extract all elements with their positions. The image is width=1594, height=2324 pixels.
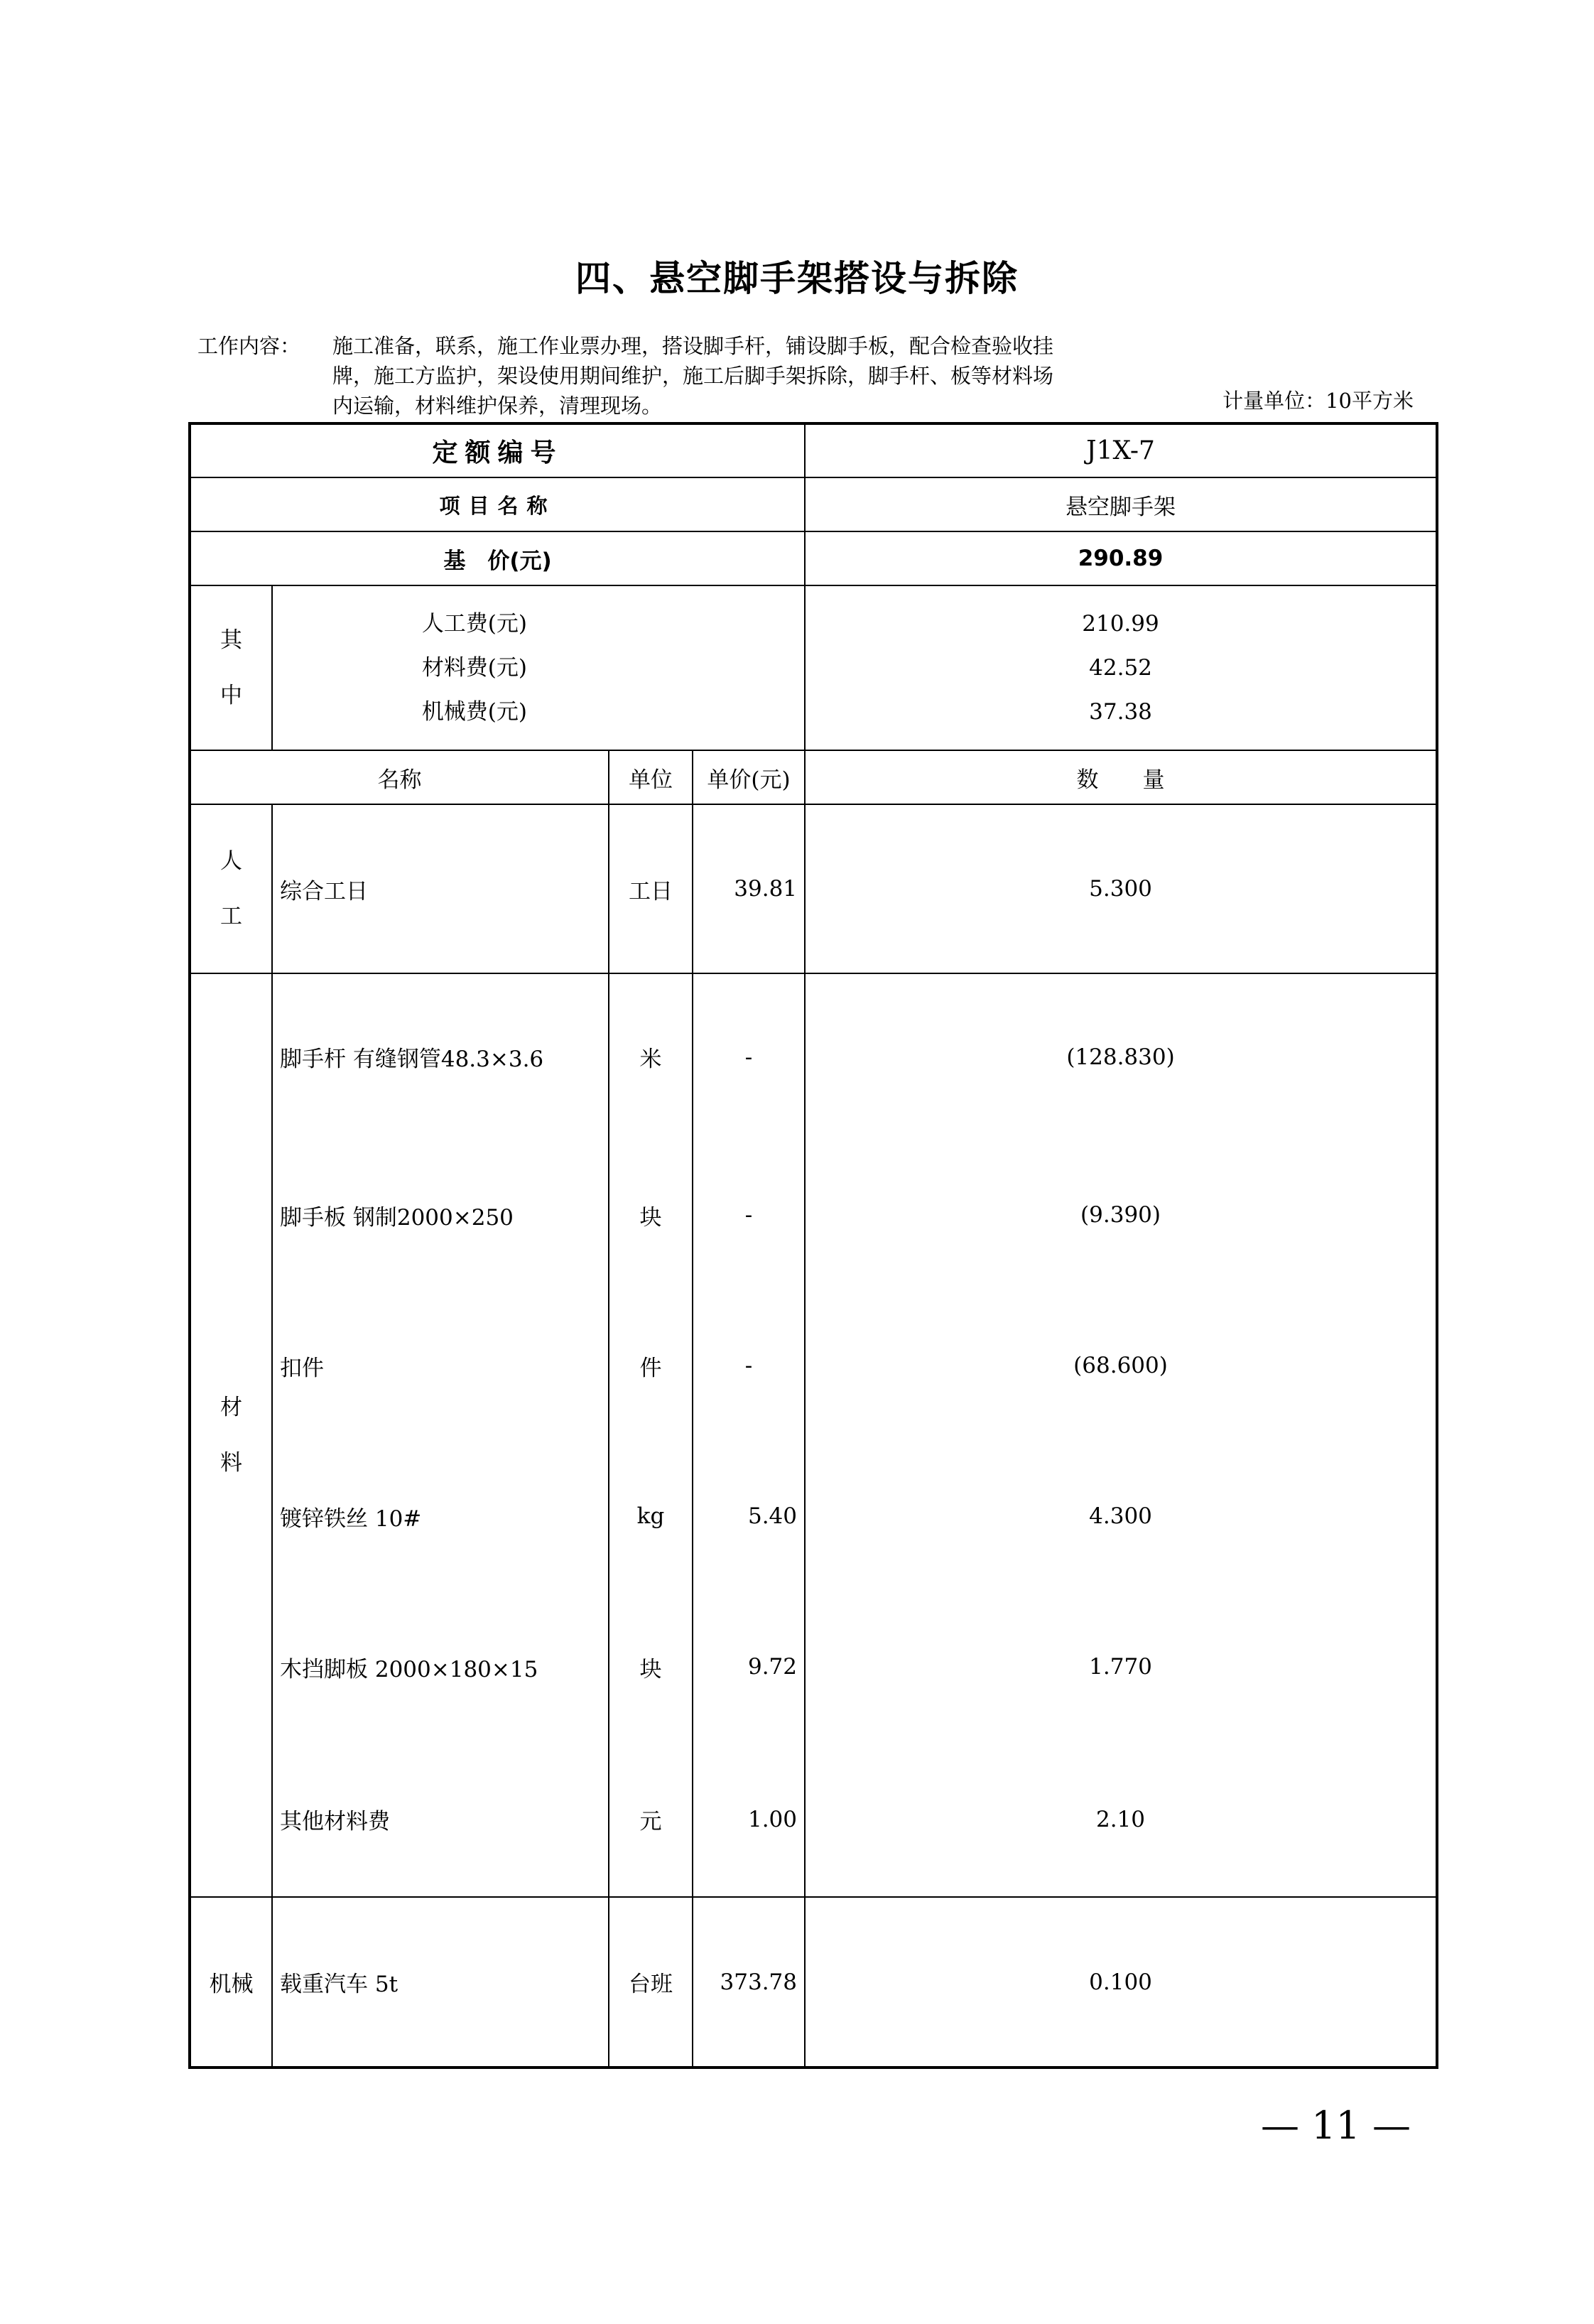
row-unit-price: 1.00	[693, 1742, 805, 1897]
labor-group	[190, 804, 272, 973]
row-unit: 块	[609, 1140, 693, 1290]
row-quantity: (9.390)	[805, 1140, 1437, 1290]
row-unit-price: -	[693, 1290, 805, 1441]
of-which-char: 中	[220, 683, 242, 708]
labor-cost-label: 人工费(元)	[421, 611, 528, 637]
row-name: 载重汽车 5t	[272, 1897, 609, 2068]
row-unit-price: 9.72	[693, 1591, 805, 1742]
item-name-label: 项目名称	[190, 477, 805, 531]
labor-cost-value: 210.99	[1082, 611, 1159, 637]
machinery-group: 机械	[190, 1897, 272, 2068]
row-name: 综合工日	[272, 804, 609, 973]
material-cost-value: 42.52	[1089, 655, 1152, 681]
measurement-unit: 计量单位：10平方米	[1222, 389, 1414, 413]
row-quantity: 1.770	[805, 1591, 1437, 1742]
row-quantity: 4.300	[805, 1441, 1437, 1591]
materials-group-char: 材	[220, 1395, 242, 1420]
cost-breakdown-values	[805, 585, 1437, 750]
row-unit-price: 39.81	[693, 804, 805, 973]
work-content-line: 内运输，材料维护保养，清理现场。	[332, 394, 663, 418]
row-unit: 米	[609, 973, 693, 1140]
work-content-line: 施工准备，联系，施工作业票办理，搭设脚手杆，铺设脚手板，配合检查验收挂	[332, 334, 1054, 358]
machinery-cost-label: 机械费(元)	[421, 699, 528, 725]
quota-table	[188, 422, 1438, 2069]
material-cost-label: 材料费(元)	[421, 655, 528, 681]
row-name: 扣件	[272, 1290, 609, 1441]
of-which-group	[190, 585, 272, 750]
header-name: 名称	[190, 750, 609, 804]
row-unit: 工日	[609, 804, 693, 973]
row-unit: 元	[609, 1742, 693, 1897]
row-name: 木挡脚板 2000×180×15	[272, 1591, 609, 1742]
row-quantity: 5.300	[805, 804, 1437, 973]
row-unit: 台班	[609, 1897, 693, 2068]
header-quantity: 数 量	[805, 750, 1437, 804]
labor-group-char: 工	[220, 904, 242, 929]
header-unit: 单位	[609, 750, 693, 804]
item-name-value: 悬空脚手架	[805, 477, 1437, 531]
materials-group-char: 料	[220, 1450, 242, 1476]
quota-number-value: J1X-7	[805, 423, 1437, 477]
row-quantity: (68.600)	[805, 1290, 1437, 1441]
page-title: 四、悬空脚手架搭设与拆除	[575, 258, 1019, 299]
row-unit: 块	[609, 1591, 693, 1742]
row-unit: kg	[609, 1441, 693, 1591]
labor-group-char: 人	[220, 848, 242, 874]
cost-breakdown-labels	[272, 585, 805, 750]
page-number: — 11 —	[1260, 2103, 1411, 2148]
row-unit-price: -	[693, 1140, 805, 1290]
work-content-label: 工作内容：	[197, 334, 301, 358]
row-unit-price: 5.40	[693, 1441, 805, 1591]
row-quantity: 0.100	[805, 1897, 1437, 2068]
base-price-label: 基 价(元)	[190, 531, 805, 585]
of-which-char: 其	[220, 627, 242, 653]
row-name: 其他材料费	[272, 1742, 609, 1897]
row-unit-price: 373.78	[693, 1897, 805, 2068]
materials-group	[190, 973, 272, 1897]
row-quantity: 2.10	[805, 1742, 1437, 1897]
quota-number-label: 定额编号	[190, 423, 805, 477]
row-name: 脚手板 钢制2000×250	[272, 1140, 609, 1290]
work-content-line: 牌，施工方监护，架设使用期间维护，施工后脚手架拆除，脚手杆、板等材料场	[332, 364, 1054, 388]
header-unit-price: 单价(元)	[693, 750, 805, 804]
row-name: 脚手杆 有缝钢管48.3×3.6	[272, 973, 609, 1140]
machinery-cost-value: 37.38	[1089, 699, 1152, 725]
row-unit: 件	[609, 1290, 693, 1441]
row-quantity: (128.830)	[805, 973, 1437, 1140]
row-name: 镀锌铁丝 10#	[272, 1441, 609, 1591]
row-unit-price: -	[693, 973, 805, 1140]
base-price-value: 290.89	[805, 531, 1437, 585]
